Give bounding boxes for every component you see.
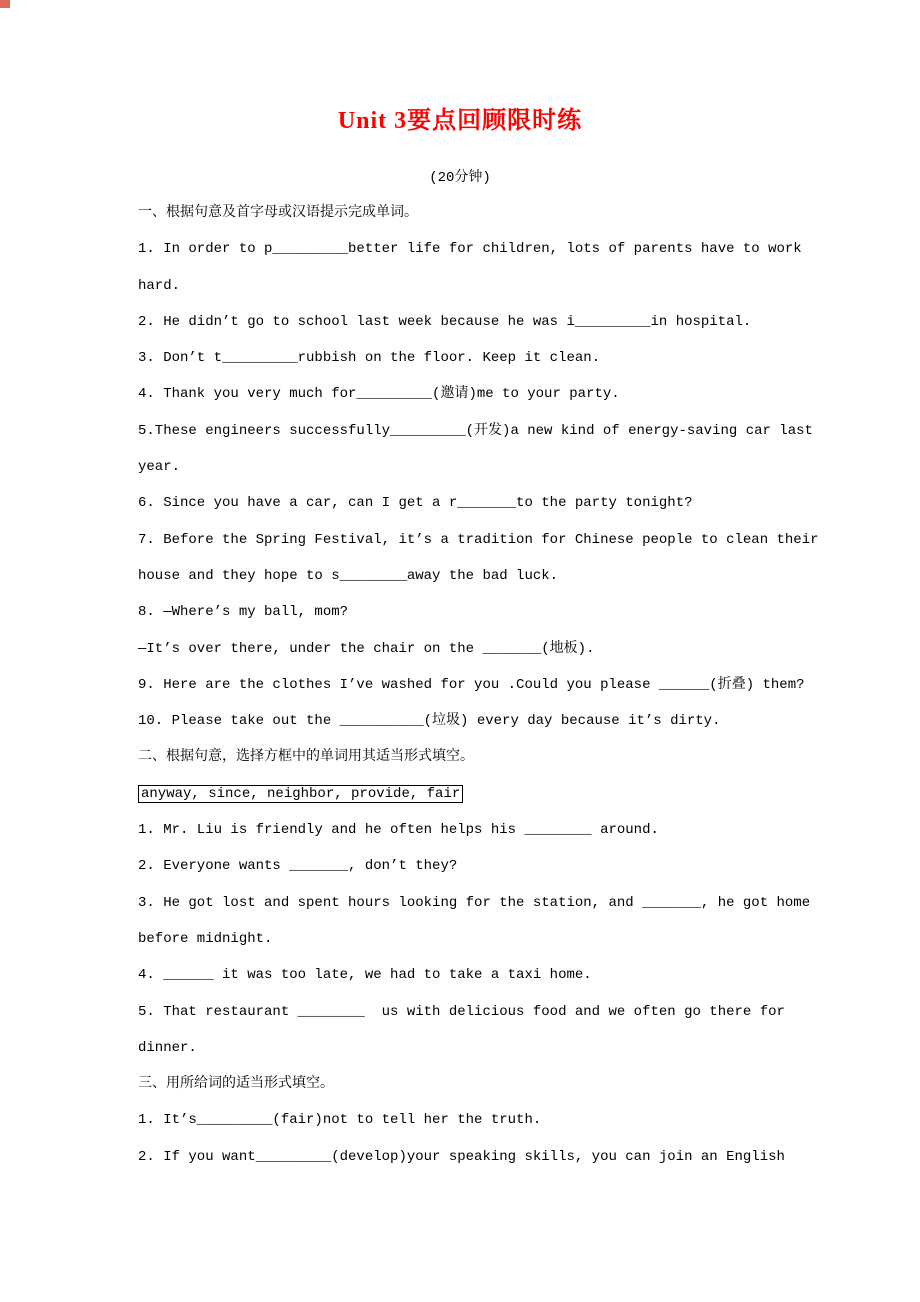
word-bank: anyway, since, neighbor, provide, fair — [138, 785, 463, 803]
section1-heading: 一、根据句意及首字母或汉语提示完成单词。 — [138, 205, 418, 221]
corner-artifact — [0, 0, 10, 8]
text-line: 1. It’s_________(fair)not to tell her the truth. — [138, 1112, 542, 1129]
text-line: 4. ______ it was too late, we had to take a taxi home. — [138, 967, 592, 984]
word-bank-line — [138, 776, 858, 812]
text-line: 1. In order to p_________better life for children, lots of parents have to work — [138, 241, 802, 258]
text-line: 5.These engineers successfully_________(开发)a new kind of energy-saving car last — [138, 422, 813, 439]
text-line: house and they hope to s________away the bad luck. — [138, 567, 559, 584]
text-line: 7. Before the Spring Festival, it’s a tradition for Chinese people to clean their — [138, 531, 819, 548]
text-line: before midnight. — [138, 930, 273, 947]
text-line: 9. Here are the clothes I’ve washed for you .Could you please ______(折叠) them? — [138, 676, 805, 693]
text-line: 2. He didn’t go to school last week because he was i_________in hospital. — [138, 313, 752, 330]
text-line: 1. Mr. Liu is friendly and he often helps his ________ around. — [138, 822, 659, 839]
text-line: 6. Since you have a car, can I get a r_______to the party tonight? — [138, 495, 693, 512]
text-line: 2. If you want_________(develop)your speaking skills, you can join an English — [138, 1148, 785, 1165]
page-title: Unit 3要点回顾限时练 — [337, 108, 583, 134]
duration-note: (20分钟) — [429, 170, 491, 186]
text-line: 3. He got lost and spent hours looking for the station, and _______, he got home — [138, 894, 811, 911]
text-line: 5. That restaurant ________ us with delicious food and we often go there for — [138, 1003, 785, 1020]
text-line: year. — [138, 459, 181, 476]
section3-heading: 三、用所给词的适当形式填空。 — [138, 1076, 334, 1093]
worksheet-body — [138, 195, 858, 1175]
section2-heading: 二、根据句意，选择方框中的单词用其适当形式填空。 — [138, 749, 474, 766]
text-line: 10. Please take out the __________(垃圾) every day because it’s dirty. — [138, 713, 721, 730]
text-line: 8. —Where’s my ball, mom? — [138, 604, 349, 621]
text-line: 3. Don’t t_________rubbish on the floor. Keep it clean. — [138, 350, 601, 367]
text-line: dinner. — [138, 1039, 197, 1056]
text-line: hard. — [138, 277, 181, 294]
text-line: 4. Thank you very much for_________(邀请)me to your party. — [138, 386, 620, 403]
text-line: 2. Everyone wants _______, don’t they? — [138, 858, 458, 875]
text-line: —It’s over there, under the chair on the _______(地板). — [138, 640, 595, 657]
